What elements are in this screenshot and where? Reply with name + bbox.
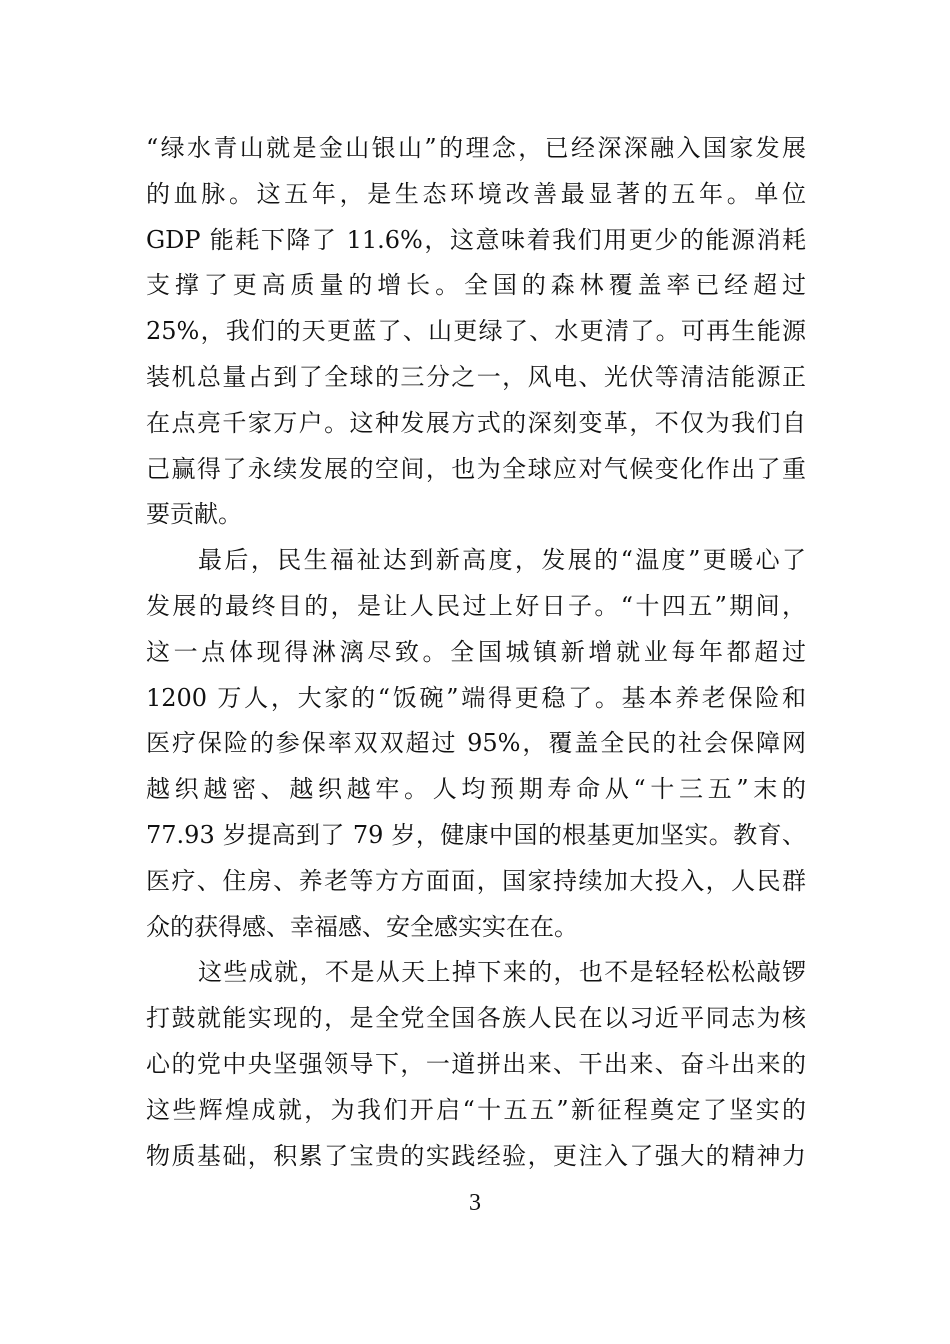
text-line: 医疗、住房、养老等方方面面，国家持续加大投入，人民群	[146, 866, 806, 895]
text-line: 物质基础，积累了宝贵的实践经验，更注入了强大的精神力	[146, 1141, 806, 1170]
body-text	[146, 126, 806, 1179]
text-line: 这一点体现得淋漓尽致。全国城镇新增就业每年都超过	[146, 637, 806, 666]
text-line: “绿水青山就是金山银山”的理念，已经深深融入国家发展	[146, 134, 806, 162]
page-number: 3	[469, 1190, 481, 1216]
text-line: 的血脉。这五年，是生态环境改善最显著的五年。单位	[146, 179, 806, 208]
paragraph-achievements	[146, 950, 806, 1179]
text-line: 这些成就，不是从天上掉下来的，也不是轻轻松松敲锣	[198, 958, 806, 987]
text-line: 25%，我们的天更蓝了、山更绿了、水更清了。可再生能源	[146, 317, 806, 346]
text-line: 医疗保险的参保率双双超过 95%，覆盖全民的社会保障网	[146, 729, 806, 758]
text-line: 77.93 岁提高到了 79 岁，健康中国的根基更加坚实。教育、	[146, 820, 806, 849]
text-line: 打鼓就能实现的，是全党全国各族人民在以习近平同志为核	[146, 1004, 806, 1033]
text-line: 装机总量占到了全球的三分之一，风电、光伏等清洁能源正	[146, 362, 806, 391]
text-line: 支撑了更高质量的增长。全国的森林覆盖率已经超过	[146, 271, 806, 300]
text-line: 越织越密、越织越牢。人均预期寿命从“十三五”末的	[146, 775, 806, 804]
paragraph-livelihood	[146, 538, 806, 950]
paragraph-ecology	[146, 126, 806, 538]
text-line: 在点亮千家万户。这种发展方式的深刻变革，不仅为我们自	[146, 408, 806, 437]
text-line: 要贡献。	[146, 500, 242, 529]
text-line: 1200 万人，大家的“饭碗”端得更稳了。基本养老保险和	[146, 683, 806, 712]
text-line: 心的党中央坚强领导下，一道拼出来、干出来、奋斗出来的	[146, 1049, 806, 1078]
text-line: GDP 能耗下降了 11.6%，这意味着我们用更少的能源消耗	[146, 225, 806, 254]
text-line: 己赢得了永续发展的空间，也为全球应对气候变化作出了重	[146, 454, 806, 483]
text-line: 最后，民生福祉达到新高度，发展的“温度”更暖心了	[198, 546, 806, 575]
text-line: 众的获得感、幸福感、安全感实实在在。	[146, 912, 578, 941]
text-line: 这些辉煌成就，为我们开启“十五五”新征程奠定了坚实的	[146, 1095, 806, 1124]
text-line: 发展的最终目的，是让人民过上好日子。“十四五”期间，	[146, 591, 806, 620]
